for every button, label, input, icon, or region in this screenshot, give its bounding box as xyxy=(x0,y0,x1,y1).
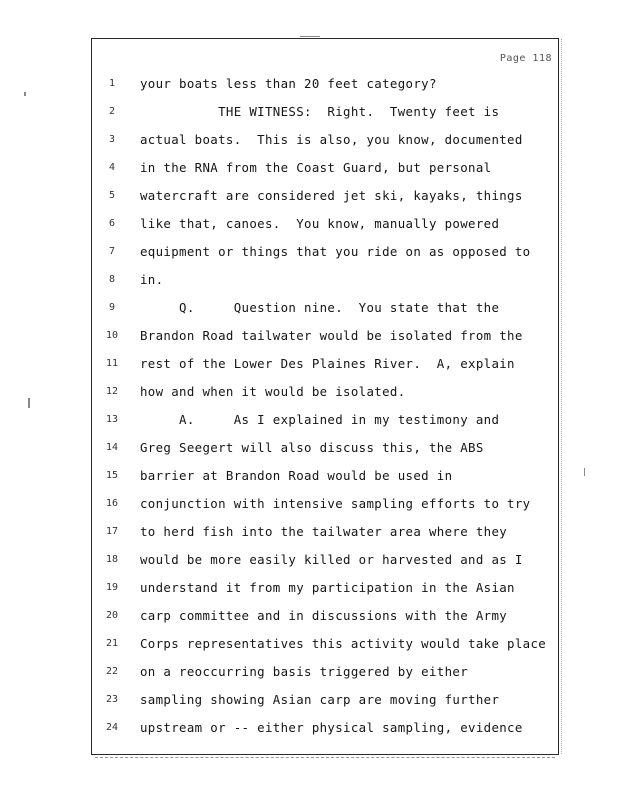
scan-speck xyxy=(584,468,585,476)
line-number: 14 xyxy=(105,442,119,453)
transcript-line xyxy=(92,243,558,271)
transcript-line xyxy=(92,187,558,215)
line-number: 22 xyxy=(105,666,119,677)
transcript-line xyxy=(92,579,558,607)
transcript-line xyxy=(92,215,558,243)
line-number: 23 xyxy=(105,694,119,705)
transcript-line xyxy=(92,159,558,187)
line-text: conjunction with intensive sampling efforts to try xyxy=(140,496,531,511)
line-number: 9 xyxy=(108,302,116,313)
line-text: barrier at Brandon Road would be used in xyxy=(140,468,453,483)
line-number: 17 xyxy=(105,526,119,537)
line-text: upstream or -- either physical sampling, evidence xyxy=(140,720,523,735)
line-text: rest of the Lower Des Plaines River. A, explain xyxy=(140,356,515,371)
line-text: Q. Question nine. You state that the xyxy=(140,300,500,315)
scan-speck xyxy=(28,398,30,408)
transcript-line xyxy=(92,271,558,299)
transcript-line xyxy=(92,551,558,579)
scan-artifact-band xyxy=(95,757,555,761)
line-number: 1 xyxy=(108,78,116,89)
line-number: 12 xyxy=(105,386,119,397)
line-number: 4 xyxy=(108,162,116,173)
line-text: THE WITNESS: Right. Twenty feet is xyxy=(140,104,500,119)
transcript-line xyxy=(92,719,558,747)
line-text: your boats less than 20 feet category? xyxy=(140,76,437,91)
transcript-line xyxy=(92,691,558,719)
line-text: Corps representatives this activity would take place xyxy=(140,636,547,651)
line-text: Greg Seegert will also discuss this, the ABS xyxy=(140,440,484,455)
line-number: 10 xyxy=(105,330,119,341)
transcript-line xyxy=(92,467,558,495)
line-number: 16 xyxy=(105,498,119,509)
line-text: how and when it would be isolated. xyxy=(140,384,406,399)
transcript-line xyxy=(92,327,558,355)
line-number: 18 xyxy=(105,554,119,565)
line-text: actual boats. This is also, you know, documented xyxy=(140,132,523,147)
transcript-line xyxy=(92,75,558,103)
line-number: 24 xyxy=(105,722,119,733)
line-text: to herd fish into the tailwater area where they xyxy=(140,524,508,539)
transcript-line xyxy=(92,635,558,663)
line-text: sampling showing Asian carp are moving further xyxy=(140,692,500,707)
line-number: 11 xyxy=(105,358,119,369)
transcript-line xyxy=(92,411,558,439)
line-number: 2 xyxy=(108,106,116,117)
page-number: Page 118 xyxy=(499,53,552,64)
line-text: understand it from my participation in the Asian xyxy=(140,580,515,595)
line-text: in the RNA from the Coast Guard, but personal xyxy=(140,160,492,175)
transcript-line xyxy=(92,383,558,411)
transcript-page xyxy=(91,38,559,755)
page-edge-artifact xyxy=(561,39,562,754)
transcript-line xyxy=(92,299,558,327)
line-number: 8 xyxy=(108,274,116,285)
line-text: would be more easily killed or harvested and as I xyxy=(140,552,523,567)
line-text: Brandon Road tailwater would be isolated from the xyxy=(140,328,523,343)
line-text: equipment or things that you ride on as opposed to xyxy=(140,244,531,259)
transcript-line xyxy=(92,663,558,691)
line-text: like that, canoes. You know, manually powered xyxy=(140,216,500,231)
scan-speck xyxy=(300,36,320,37)
line-number: 13 xyxy=(105,414,119,425)
line-number: 5 xyxy=(108,190,116,201)
transcript-line xyxy=(92,131,558,159)
scan-speck xyxy=(24,92,26,96)
line-text: in. xyxy=(140,272,164,287)
line-number: 19 xyxy=(105,582,119,593)
transcript-line xyxy=(92,439,558,467)
line-number: 3 xyxy=(108,134,116,145)
line-text: watercraft are considered jet ski, kayaks, things xyxy=(140,188,523,203)
transcript-line xyxy=(92,103,558,131)
line-text: on a reoccurring basis triggered by either xyxy=(140,664,469,679)
transcript-line xyxy=(92,523,558,551)
line-text: carp committee and in discussions with the Army xyxy=(140,608,508,623)
transcript-lines xyxy=(92,75,558,747)
line-number: 20 xyxy=(105,610,119,621)
line-number: 6 xyxy=(108,218,116,229)
transcript-line xyxy=(92,495,558,523)
line-number: 7 xyxy=(108,246,116,257)
line-number: 21 xyxy=(105,638,119,649)
line-number: 15 xyxy=(105,470,119,481)
transcript-line xyxy=(92,607,558,635)
line-text: A. As I explained in my testimony and xyxy=(140,412,500,427)
transcript-line xyxy=(92,355,558,383)
